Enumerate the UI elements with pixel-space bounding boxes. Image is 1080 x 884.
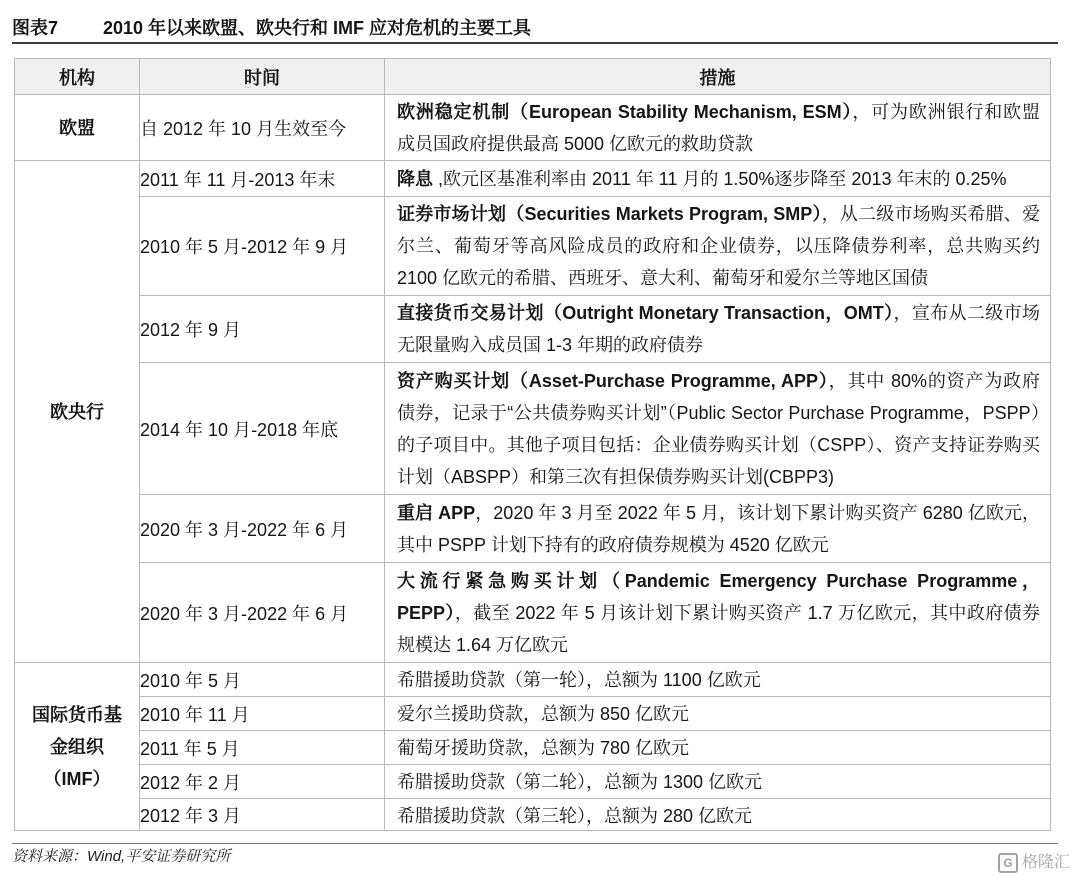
table-row <box>15 161 1051 197</box>
table-row <box>15 731 1051 765</box>
org-label-line: 国际货币基 <box>32 704 122 725</box>
time-cell: 2020 年 3 月-2022 年 6 月 <box>140 495 385 563</box>
org-cell-ecb <box>15 161 140 663</box>
measure-cell <box>385 731 1051 765</box>
time-cell: 2011 年 5 月 <box>140 731 385 765</box>
org-label-line: 欧盟 <box>59 117 95 138</box>
measure-cell <box>385 95 1051 161</box>
watermark <box>998 852 1070 874</box>
measure-text <box>385 497 1050 561</box>
measure-text <box>385 732 1050 764</box>
measure-cell <box>385 697 1051 731</box>
measure-body: ，宣布从二级市场无限量购入成员国 1-3 年期的政府债券 <box>397 303 1040 355</box>
measure-text <box>385 365 1050 493</box>
measure-cell <box>385 495 1051 563</box>
measure-text <box>385 163 1050 195</box>
measure-cell <box>385 799 1051 831</box>
measure-body: ，从二级市场购买希腊、爱尔兰、葡萄牙等高风险成员的政府和企业债券，以压降债券利率，总共购买约 2100 亿欧元的希腊、西班牙、意大利、葡萄牙和爱尔兰等地区国债 <box>397 204 1040 288</box>
header-measure: 措施 <box>385 59 1051 95</box>
time-cell: 2012 年 9 月 <box>140 296 385 363</box>
measure-cell <box>385 363 1051 495</box>
measure-cell <box>385 563 1051 663</box>
measure-bold: 资产购买计划（Asset-Purchase Programme, APP） <box>397 370 829 391</box>
org-cell-imf <box>15 663 140 831</box>
measure-body: 希腊援助贷款（第二轮），总额为 1300 亿欧元 <box>397 771 763 792</box>
table-row <box>15 563 1051 663</box>
watermark-logo-icon: G <box>998 853 1018 873</box>
figure-label: 图表7 <box>12 18 59 38</box>
time-cell: 2014 年 10 月-2018 年底 <box>140 363 385 495</box>
time-cell: 2020 年 3 月-2022 年 6 月 <box>140 563 385 663</box>
crisis-tools-table <box>14 58 1051 831</box>
time-cell: 2010 年 5 月 <box>140 663 385 697</box>
measure-body: 爱尔兰援助贷款，总额为 850 亿欧元 <box>397 703 690 724</box>
watermark-text: 格隆汇 <box>1021 854 1070 871</box>
time-cell: 2011 年 11 月-2013 年末 <box>140 161 385 197</box>
time-cell: 2010 年 11 月 <box>140 697 385 731</box>
measure-bold: 降息 <box>397 168 433 189</box>
figure-title: 2010 年以来欧盟、欧央行和 IMF 应对危机的主要工具 <box>103 18 532 38</box>
measure-cell <box>385 161 1051 197</box>
org-cell-eu <box>15 95 140 161</box>
measure-bold: 证券市场计划（Securities Markets Program, SMP） <box>397 204 822 224</box>
measure-text <box>385 800 1050 830</box>
table-row <box>15 799 1051 831</box>
measure-text <box>385 198 1050 294</box>
table-row <box>15 197 1051 296</box>
table-header-row <box>15 59 1051 95</box>
measure-text <box>385 565 1050 661</box>
header-org: 机构 <box>15 59 140 95</box>
measure-text <box>385 96 1050 160</box>
time-cell: 自 2012 年 10 月生效至今 <box>140 95 385 161</box>
time-cell: 2010 年 5 月-2012 年 9 月 <box>140 197 385 296</box>
measure-body: ，可为欧洲银行和欧盟成员国政府提供最高 5000 亿欧元的救助贷款 <box>397 101 1040 154</box>
measure-body: ,欧元区基准利率由 2011 年 11 月的 1.50%逐步降至 2013 年末的 0.25% <box>433 168 1007 189</box>
table-row <box>15 697 1051 731</box>
table-row <box>15 495 1051 563</box>
measure-body: ，2020 年 3 月至 2022 年 5 月，该计划下累计购买资产 6280 亿欧元，其中 PSPP 计划下持有的政府债券规模为 4520 亿欧元 <box>397 502 1040 555</box>
measure-body: 希腊援助贷款（第一轮），总额为 1100 亿欧元 <box>397 669 761 690</box>
measure-text <box>385 664 1050 696</box>
table-row <box>15 363 1051 495</box>
org-label-line: 欧央行 <box>50 401 104 422</box>
measure-bold: 欧洲稳定机制（European Stability Mechanism, ESM） <box>397 101 853 122</box>
measure-cell <box>385 765 1051 799</box>
source-note: 资料来源：Wind,平安证券研究所 <box>12 848 231 865</box>
measure-text <box>385 698 1050 730</box>
measure-body: 希腊援助贷款（第三轮），总额为 280 亿欧元 <box>397 805 753 826</box>
measure-body: ，其中 80%的资产为政府债券，记录于“公共债券购买计划”（Public Sector Purchase Programme，PSPP）的子项目中。其他子项目包括：企业债券购买计划（CSPP）、资产支持证券购买计划（ABSPP）和第三次有担保债券购买计划(CBPP3) <box>397 370 1040 487</box>
measure-text <box>385 766 1050 798</box>
measure-body: 葡萄牙援助贷款，总额为 780 亿欧元 <box>397 737 690 758</box>
footer-divider <box>12 843 1058 844</box>
measure-cell <box>385 197 1051 296</box>
header-time: 时间 <box>140 59 385 95</box>
measure-cell <box>385 296 1051 363</box>
measure-bold: 大流行紧急购买计划（Pandemic Emergency Purchase Programme，PEPP） <box>397 570 1040 623</box>
org-label-line: 金组织 <box>50 736 104 757</box>
measure-bold: 重启 APP <box>397 502 476 523</box>
measure-cell <box>385 663 1051 697</box>
table-row <box>15 296 1051 363</box>
measure-bold: 直接货币交易计划（Outright Monetary Transaction，OMT） <box>397 303 894 323</box>
measure-text <box>385 297 1050 361</box>
time-cell: 2012 年 2 月 <box>140 765 385 799</box>
time-cell: 2012 年 3 月 <box>140 799 385 831</box>
org-label-line: （IMF） <box>43 768 111 789</box>
measure-body: ，截至 2022 年 5 月该计划下累计购买资产 1.7 万亿欧元，其中政府债券规模达 1.64 万亿欧元 <box>397 602 1040 655</box>
figure-title-bar <box>12 16 1058 44</box>
table-row <box>15 663 1051 697</box>
table-row <box>15 95 1051 161</box>
table-row <box>15 765 1051 799</box>
